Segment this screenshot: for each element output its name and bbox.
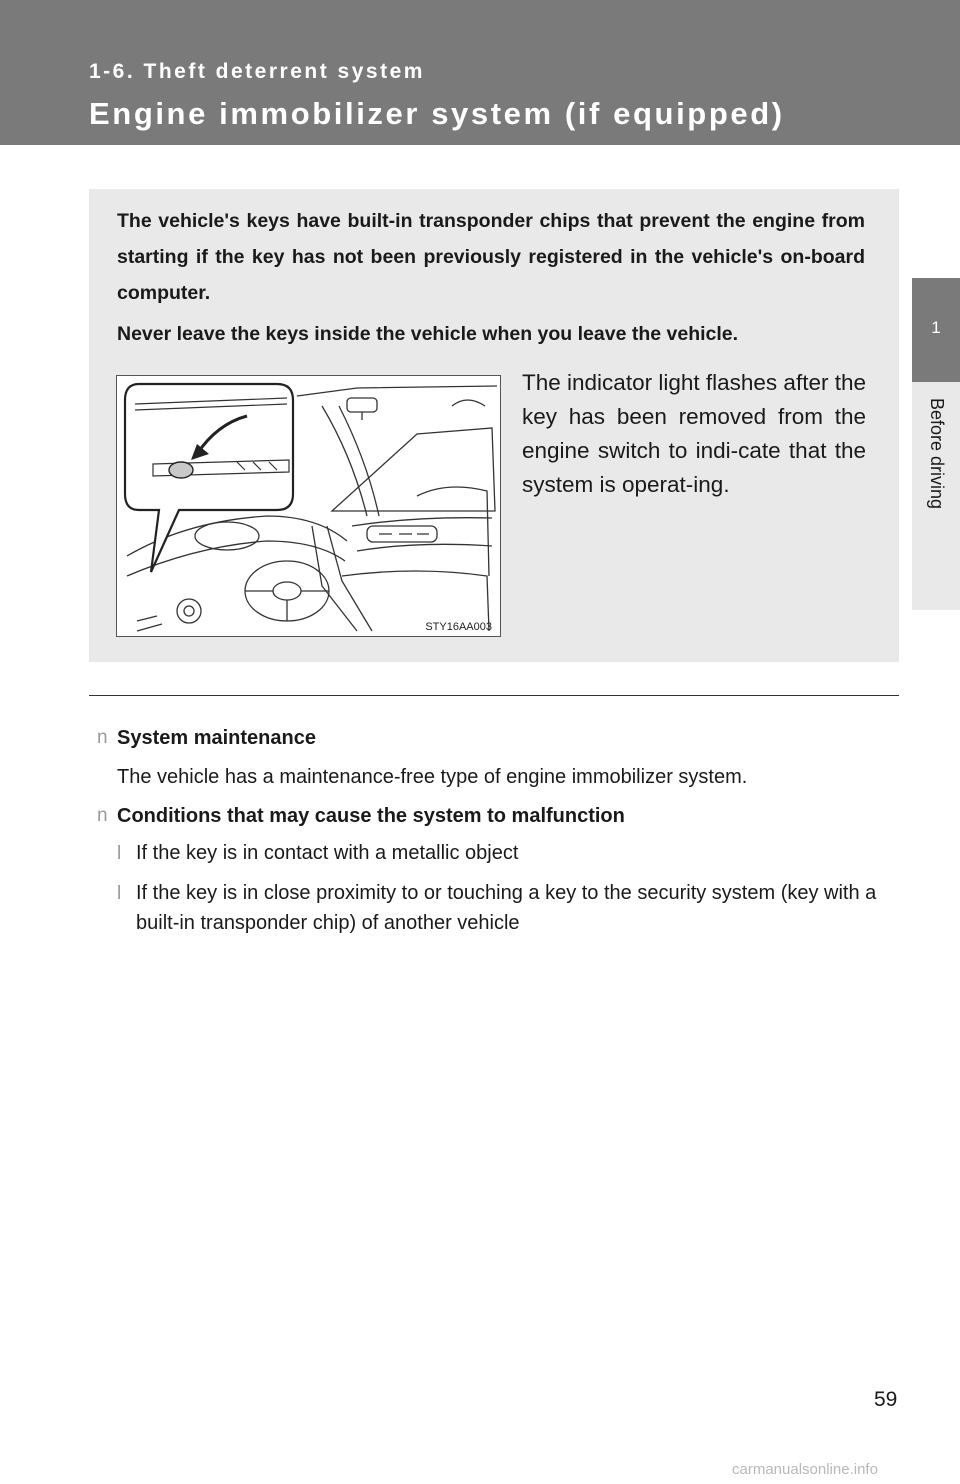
list-item-bullet: l — [117, 843, 122, 864]
list-item-bullet: l — [117, 883, 122, 904]
car-interior-drawing — [117, 376, 500, 636]
header-band — [0, 0, 960, 145]
section-heading-maintenance: System maintenance — [117, 727, 316, 749]
watermark: carmanualsonline.info — [732, 1461, 878, 1478]
page-number: 59 — [874, 1388, 898, 1411]
page-title: Engine immobilizer system (if equipped) — [89, 96, 785, 131]
figure-caption: The indicator light flashes after the key has been removed from the engine switch to indi-cate that the system is operat-ing. — [522, 370, 866, 497]
section-heading-conditions: Conditions that may cause the system to malfunction — [117, 805, 625, 827]
info-intro: The vehicle's keys have built-in transponder chips that prevent the engine from starting if the key has not been previously registered in the vehicle's on-board computer. — [117, 210, 865, 304]
list-item: If the key is in close proximity to or touching a key to the security system (key with a built-in transponder chip) of another vehicle — [136, 882, 877, 934]
info-warning: Never leave the keys inside the vehicle when you leave the vehicle. — [117, 323, 739, 345]
section-divider — [89, 695, 899, 696]
chapter-label: Before driving — [927, 398, 947, 510]
section-bullet: n — [97, 805, 108, 826]
figure-code: STY16AA003 — [425, 621, 492, 633]
section-label: 1-6. Theft deterrent system — [89, 60, 425, 83]
chapter-tab — [912, 278, 960, 382]
section-bullet: n — [97, 727, 108, 748]
dashboard-illustration — [116, 375, 501, 637]
section-body-maintenance: The vehicle has a maintenance-free type of engine immobilizer system. — [117, 766, 748, 788]
chapter-number: 1 — [931, 318, 941, 337]
list-item: If the key is in contact with a metallic object — [136, 842, 519, 864]
